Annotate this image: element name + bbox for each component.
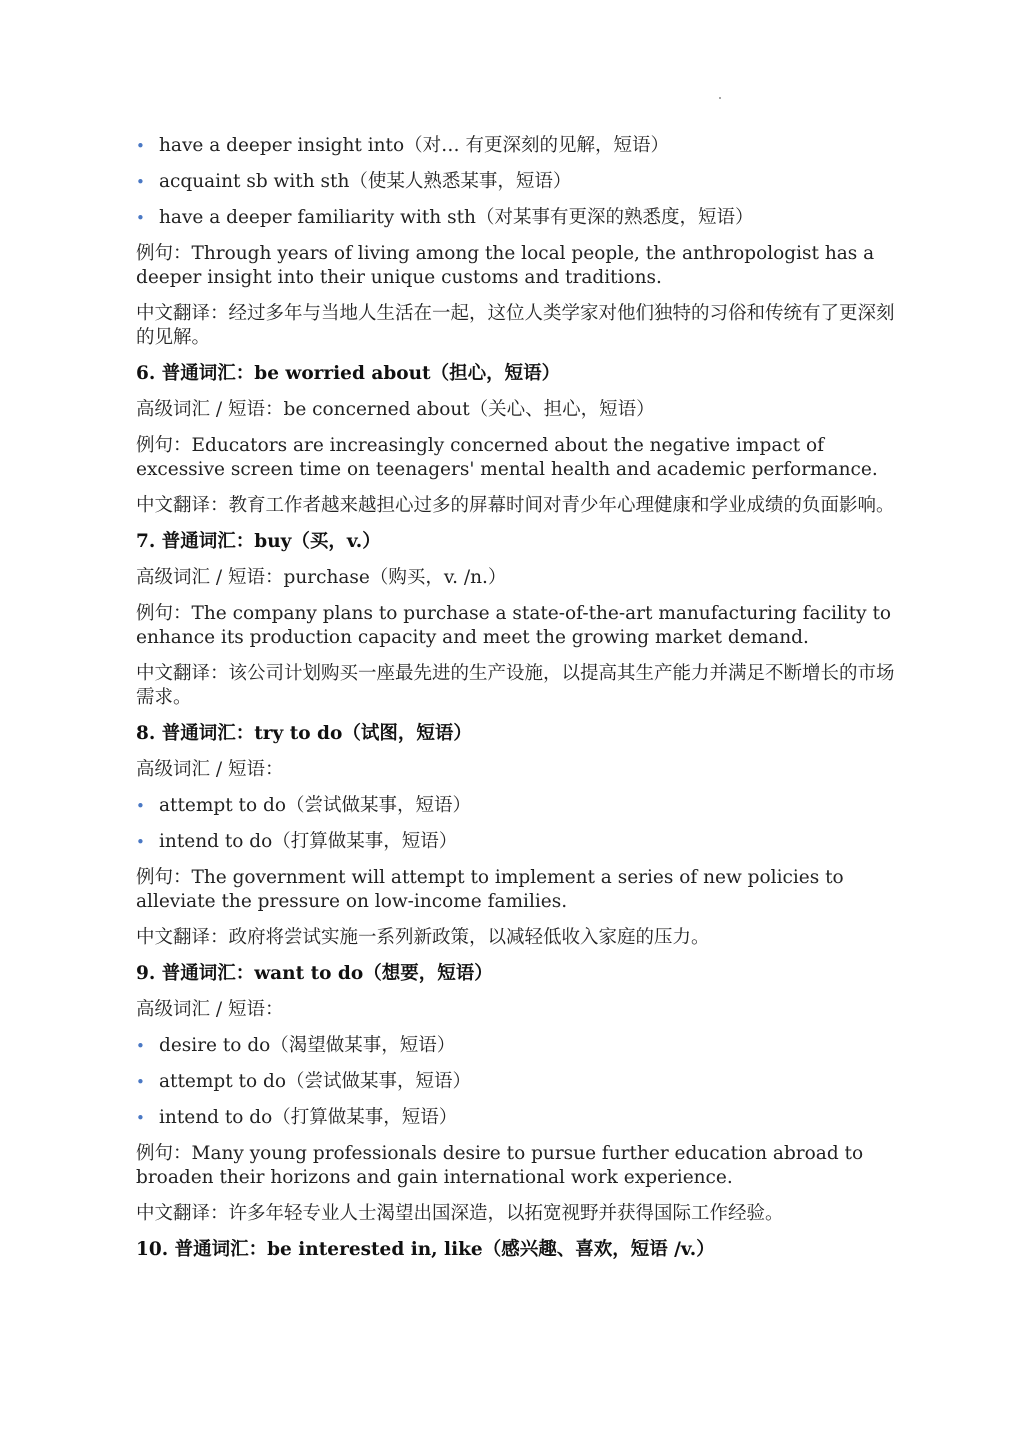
bullet-item	[136, 1070, 896, 1094]
advanced-vocabulary: 高级词汇 / 短语：	[136, 759, 284, 780]
advanced-vocabulary: 高级词汇 / 短语：purchase（购买，v. /n.）	[136, 567, 507, 588]
example-sentence: 例句：The company plans to purchase a state-of-the-art manufacturing facility to enhance its production capacity and meet the growing market demand.	[136, 603, 892, 648]
chinese-translation: 中文翻译：经过多年与当地人生活在一起，这位人类学家对他们独特的习俗和传统有了更深刻的见解。	[136, 303, 895, 348]
bullet-text: acquaint sb with sth（使某人熟悉某事，短语）	[159, 171, 572, 192]
section-heading: 8. 普通词汇：try to do（试图，短语）	[136, 723, 472, 744]
bullet-item	[136, 830, 896, 854]
bullet-item	[136, 134, 896, 158]
bullet-text: intend to do（打算做某事，短语）	[159, 1107, 458, 1128]
bullet-item	[136, 1106, 896, 1130]
section-heading: 7. 普通词汇：buy（买，v.）	[136, 531, 381, 552]
advanced-vocabulary: 高级词汇 / 短语：be concerned about（关心、担心，短语）	[136, 399, 655, 420]
bullet-text: have a deeper familiarity with sth（对某事有更深的熟悉度，短语）	[159, 207, 754, 228]
section-heading: 9. 普通词汇：want to do（想要，短语）	[136, 963, 493, 984]
example-sentence: 例句：The government will attempt to implement a series of new policies to alleviate the pressure on low-income families.	[136, 867, 844, 912]
bullet-icon: •	[136, 833, 145, 851]
bullet-text: have a deeper insight into（对… 有更深刻的见解，短语）	[159, 135, 669, 156]
bullet-text: intend to do（打算做某事，短语）	[159, 831, 458, 852]
section-heading: 6. 普通词汇：be worried about（担心，短语）	[136, 363, 561, 384]
example-sentence: 例句：Educators are increasingly concerned about the negative impact of excessive screen time on teenagers' mental health and academic performance.	[136, 435, 878, 480]
bullet-item	[136, 794, 896, 818]
section-heading: 10. 普通词汇：be interested in, like（感兴趣、喜欢，短语 /v.）	[136, 1239, 715, 1260]
example-sentence: 例句：Through years of living among the local people, the anthropologist has a deeper insight into their unique customs and traditions.	[136, 243, 875, 288]
bullet-icon: •	[136, 173, 145, 191]
bullet-icon: •	[136, 1037, 145, 1055]
document-body	[136, 134, 896, 1274]
chinese-translation: 中文翻译：该公司计划购买一座最先进的生产设施，以提高其生产能力并满足不断增长的市场需求。	[136, 663, 895, 708]
bullet-icon: •	[136, 1109, 145, 1127]
chinese-translation: 中文翻译：教育工作者越来越担心过多的屏幕时间对青少年心理健康和学业成绩的负面影响。	[136, 495, 895, 516]
bullet-item	[136, 206, 896, 230]
page-speck	[719, 97, 721, 99]
example-sentence: 例句：Many young professionals desire to pursue further education abroad to broaden their horizons and gain international work experience.	[136, 1143, 864, 1188]
bullet-text: attempt to do（尝试做某事，短语）	[159, 795, 471, 816]
chinese-translation: 中文翻译：许多年轻专业人士渴望出国深造，以拓宽视野并获得国际工作经验。	[136, 1203, 784, 1224]
advanced-vocabulary: 高级词汇 / 短语：	[136, 999, 284, 1020]
bullet-icon: •	[136, 1073, 145, 1091]
chinese-translation: 中文翻译：政府将尝试实施一系列新政策，以减轻低收入家庭的压力。	[136, 927, 710, 948]
bullet-item	[136, 1034, 896, 1058]
bullet-text: desire to do（渴望做某事，短语）	[159, 1035, 456, 1056]
bullet-item	[136, 170, 896, 194]
bullet-icon: •	[136, 137, 145, 155]
bullet-icon: •	[136, 797, 145, 815]
bullet-text: attempt to do（尝试做某事，短语）	[159, 1071, 471, 1092]
bullet-icon: •	[136, 209, 145, 227]
